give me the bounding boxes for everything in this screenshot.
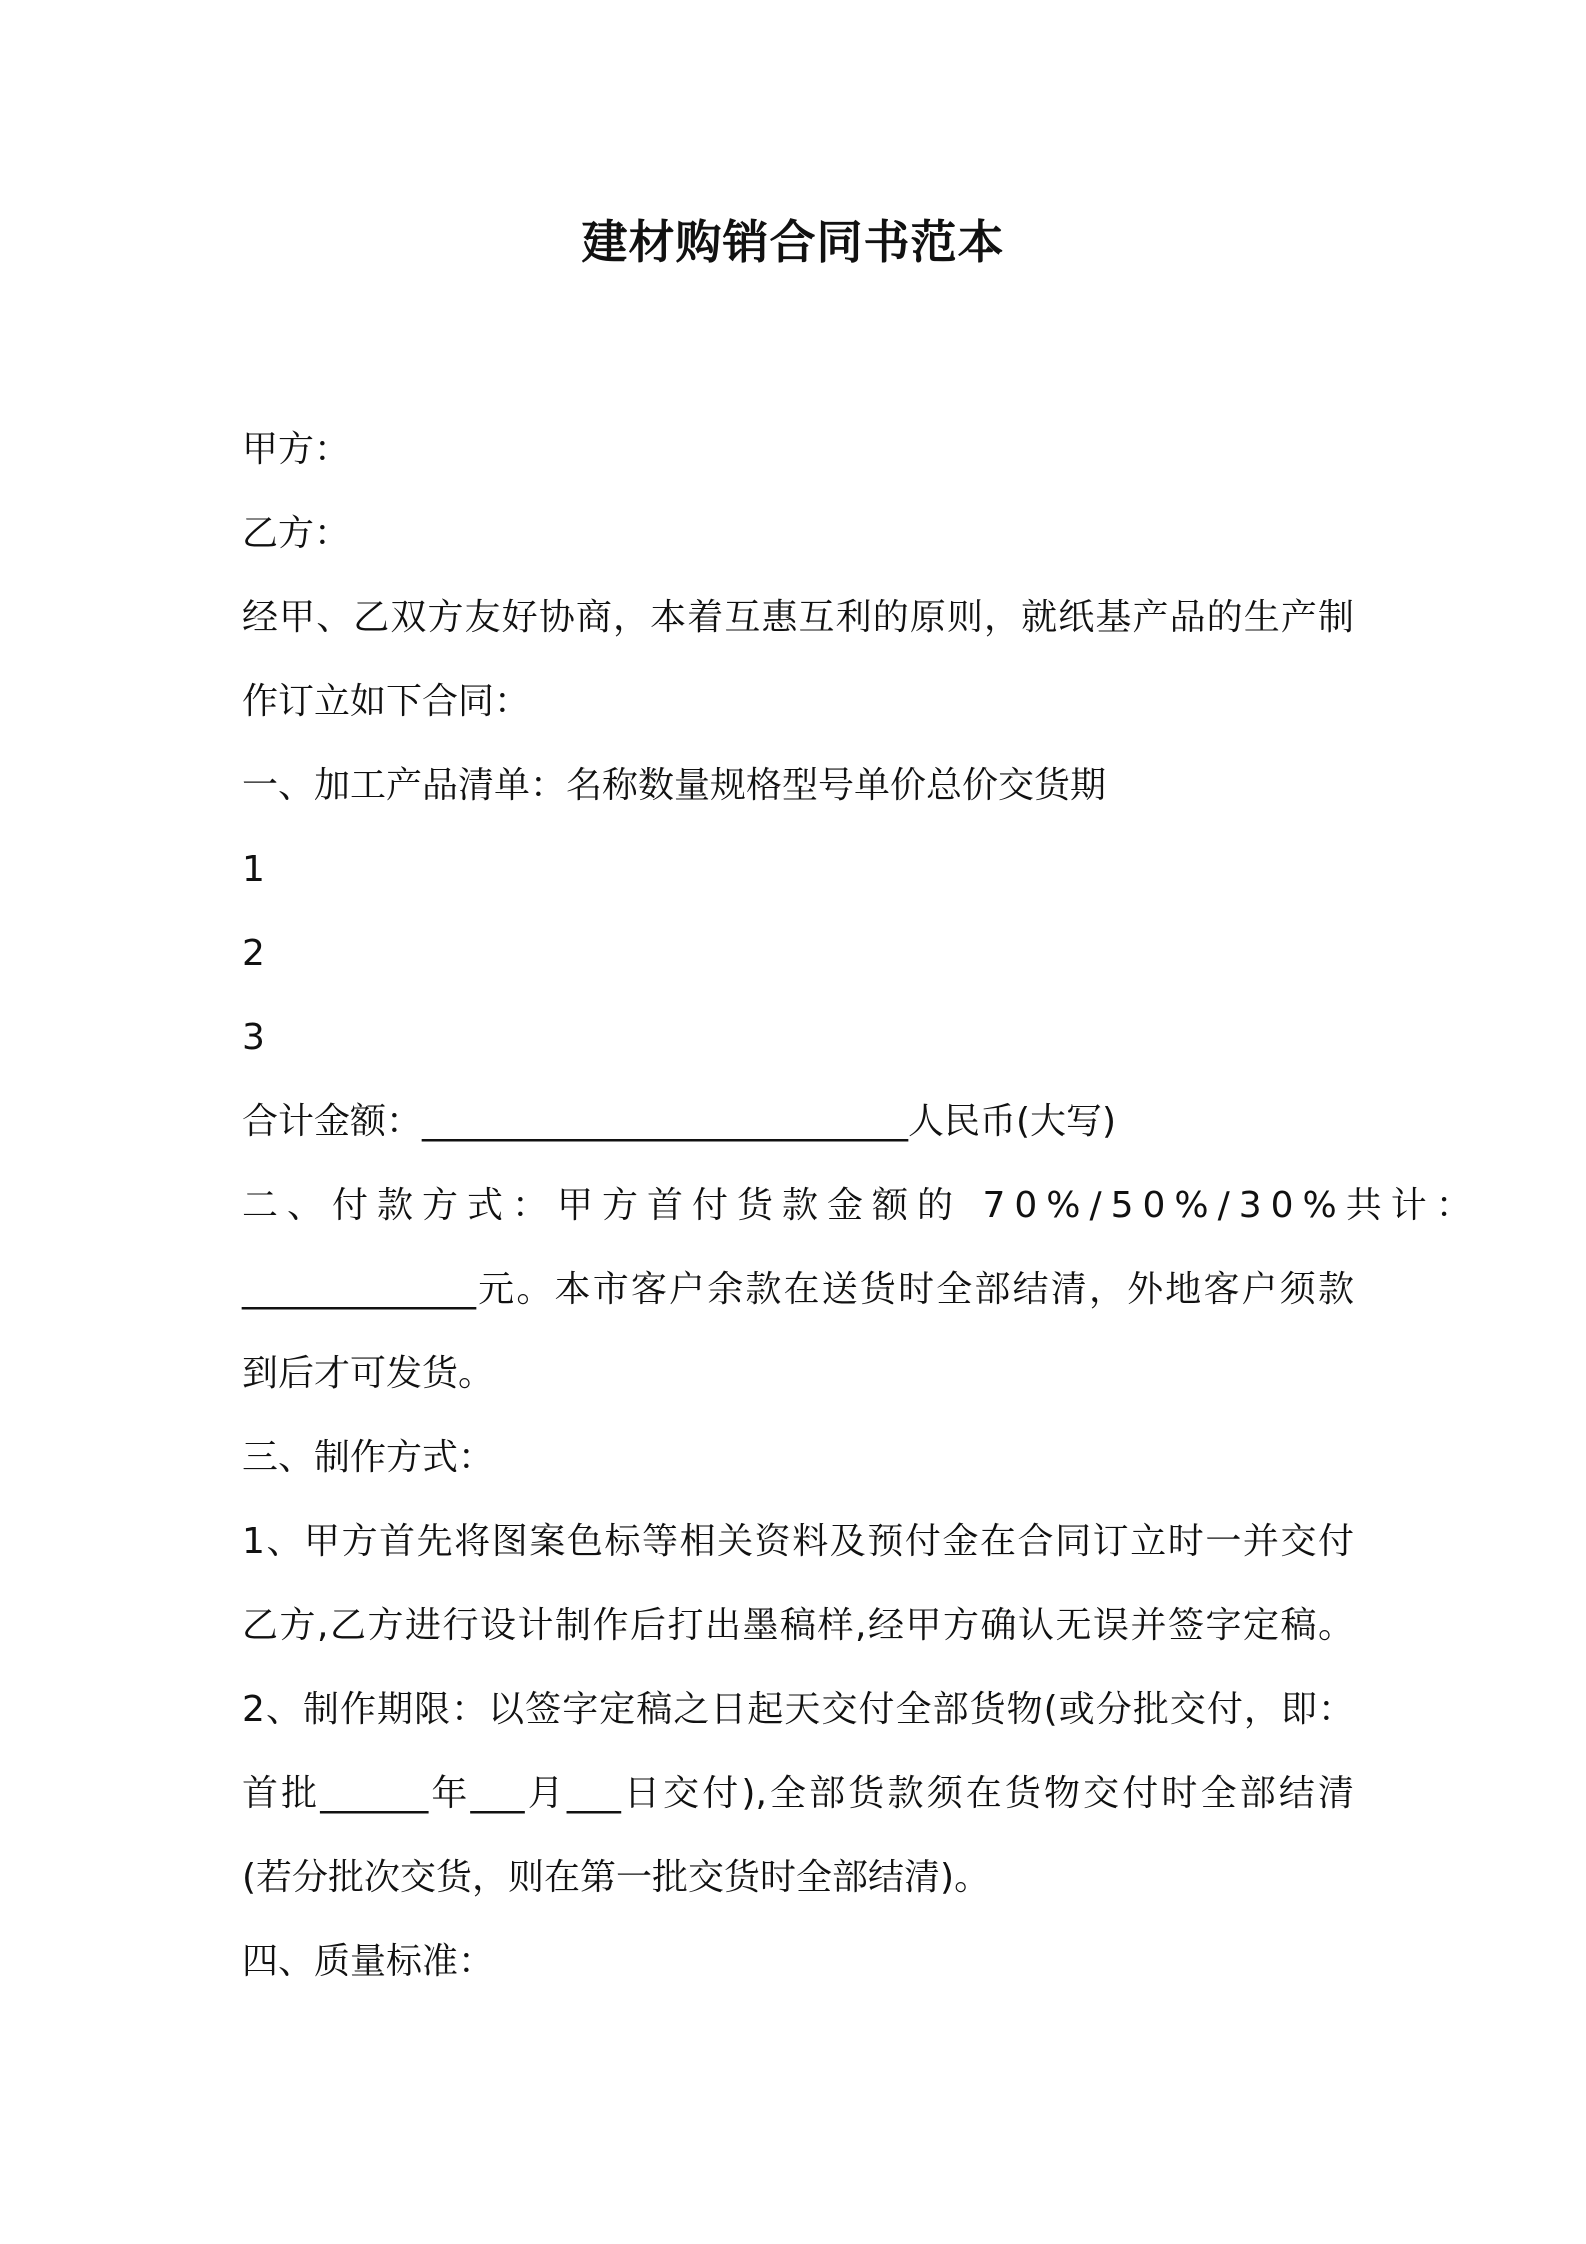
payment-line-2: _____________元。本市客户余款在送货时全部结清，外地客户须款 bbox=[242, 1269, 1354, 1310]
preamble-line-2: 作订立如下合同： bbox=[242, 681, 531, 722]
production-item-2-line-2: 首批______年___月___日交付),全部货款须在货物交付时全部结清 bbox=[242, 1773, 1354, 1814]
total-amount-line: 合计金额：___________________________人民币(大写) bbox=[242, 1101, 1117, 1142]
section-4-heading: 四、质量标准： bbox=[242, 1941, 495, 1982]
party-b-line: 乙方： bbox=[242, 513, 351, 554]
document-body bbox=[242, 408, 1481, 2004]
product-item-2: 2 bbox=[242, 933, 265, 974]
party-a-line: 甲方： bbox=[242, 429, 351, 470]
production-item-1-line-1: 1、甲方首先将图案色标等相关资料及预付金在合同订立时一并交付 bbox=[242, 1521, 1354, 1562]
section-2-heading: 二、付款方式：甲方首付货款金额的 70%/50%/30%共计： bbox=[242, 1185, 1481, 1226]
product-item-3: 3 bbox=[242, 1017, 265, 1058]
product-item-1: 1 bbox=[242, 849, 265, 890]
document-title: 建材购销合同书范本 bbox=[581, 215, 1005, 269]
production-item-1-line-2: 乙方,乙方进行设计制作后打出墨稿样,经甲方确认无误并签字定稿。 bbox=[242, 1605, 1354, 1646]
preamble-line-1: 经甲、乙双方友好协商，本着互惠互利的原则，就纸基产品的生产制 bbox=[242, 597, 1354, 638]
section-1-heading: 一、加工产品清单：名称数量规格型号单价总价交货期 bbox=[242, 765, 1107, 806]
section-3-heading: 三、制作方式： bbox=[242, 1437, 495, 1478]
production-item-2-line-1: 2、制作期限：以签字定稿之日起天交付全部货物(或分批交付，即： bbox=[242, 1689, 1354, 1730]
production-item-2-line-3: (若分批次交货，则在第一批交货时全部结清)。 bbox=[242, 1857, 991, 1898]
payment-line-3: 到后才可发货。 bbox=[242, 1353, 495, 1394]
